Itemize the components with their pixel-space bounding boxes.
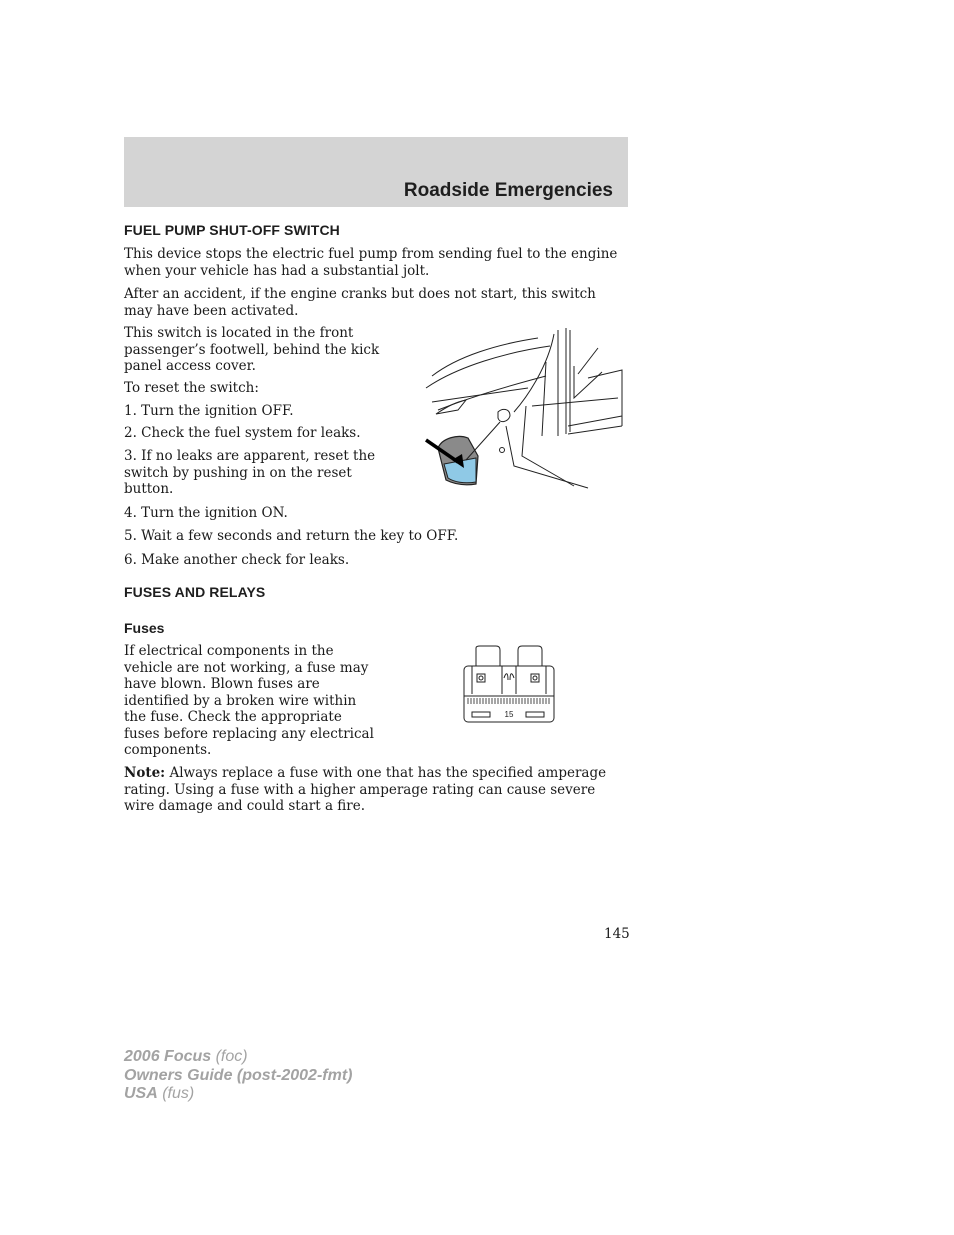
fuse-rating-label: 15 <box>504 710 514 719</box>
footer-line-3: USA (fus) <box>124 1085 195 1102</box>
footer-line-2: Owners Guide (post-2002-fmt) <box>124 1066 353 1084</box>
fuses-subheading: Fuses <box>124 620 165 636</box>
fuel-pump-heading: FUEL PUMP SHUT-OFF SWITCH <box>124 222 340 238</box>
reset-intro: To reset the switch: <box>124 380 259 396</box>
fuel-pump-para-1: This device stops the electric fuel pump from sending fuel to the engine when your vehicle has had a substantial jolt. <box>124 246 618 279</box>
fuses-relays-heading: FUSES AND RELAYS <box>124 584 266 600</box>
fuses-para: If electrical components in the vehicle are not working, a fuse may have blown. Blown fuses are identified by a broken wire within the fuse. Check the appropriate fuses before replacing any electrical components. <box>124 643 374 758</box>
reset-step-3: 3. If no leaks are apparent, reset the switch by pushing in on the reset button. <box>124 448 376 497</box>
document-footer <box>124 1048 352 1104</box>
footer-line-1: 2006 Focus (foc) <box>124 1048 248 1065</box>
reset-step-2: 2. Check the fuel system for leaks. <box>124 425 361 441</box>
section-title: Roadside Emergencies <box>403 180 613 201</box>
page-number: 145 <box>604 926 630 942</box>
note-label: Note: <box>124 765 166 781</box>
fuse-illustration <box>462 644 556 724</box>
switch-location-para: This switch is located in the front passenger’s footwell, behind the kick panel access cover. <box>124 325 380 374</box>
reset-step-4: 4. Turn the ignition ON. <box>124 505 288 521</box>
fuel-pump-para-2: After an accident, if the engine cranks but does not start, this switch may have been activated. <box>124 286 596 319</box>
fuse-note <box>124 765 628 815</box>
reset-step-5: 5. Wait a few seconds and return the key to OFF. <box>124 528 459 544</box>
footwell-switch-illustration <box>418 326 628 492</box>
note-text: Always replace a fuse with one that has the specified amperage rating. Using a fuse with a higher amperage rating can cause severe wire damage and could start a fire. <box>124 765 607 814</box>
section-header-band <box>124 137 628 207</box>
reset-step-6: 6. Make another check for leaks. <box>124 552 350 568</box>
reset-step-1: 1. Turn the ignition OFF. <box>124 403 294 419</box>
